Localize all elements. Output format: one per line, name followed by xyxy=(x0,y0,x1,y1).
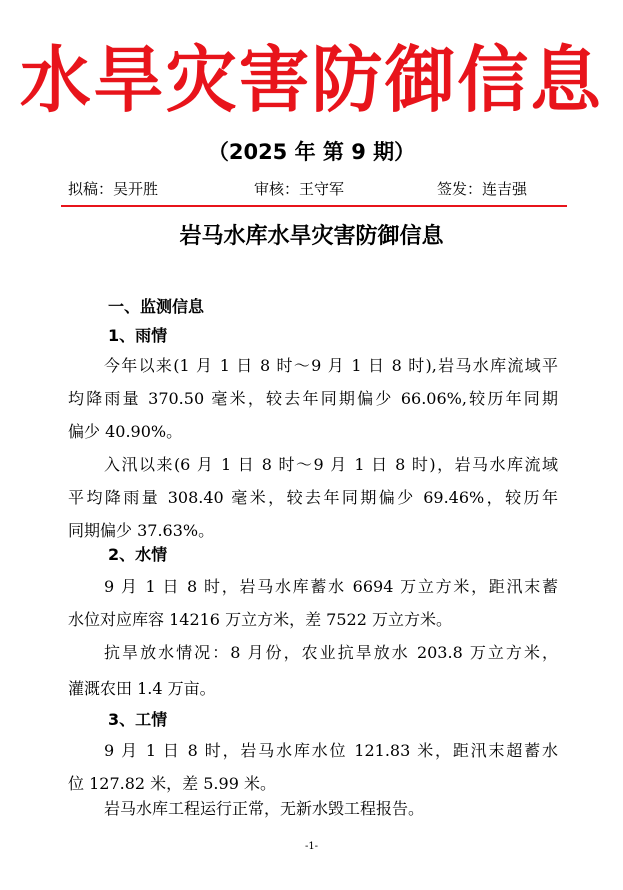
paragraph-line: 9 月 1 日 8 时，岩马水库蓄水 6694 万立方米，距汛末蓄 xyxy=(104,577,558,596)
paragraph-line: 岩马水库工程运行正常，无新水毁工程报告。 xyxy=(104,799,425,818)
reviewer-label: 审核：王守军 xyxy=(254,180,345,198)
paragraph-line: 位 127.82 米，差 5.99 米。 xyxy=(68,774,276,793)
paragraph-line: 平均降雨量 308.40 毫米，较去年同期偏少 69.46%，较历年 xyxy=(68,488,558,507)
paragraph-line: 今年以来(1 月 1 日 8 时～9 月 1 日 8 时),岩马水库流域平 xyxy=(104,356,558,375)
red-divider xyxy=(61,205,567,207)
paragraph-line: 入汛以来(6 月 1 日 8 时～9 月 1 日 8 时)，岩马水库流域 xyxy=(104,455,558,474)
page-number: -1- xyxy=(304,841,319,852)
paragraph-line: 抗旱放水情况：8 月份，农业抗旱放水 203.8 万立方米， xyxy=(104,643,558,662)
water-paragraph-1 xyxy=(68,570,558,636)
paragraph-line: 灌溉农田 1.4 万亩。 xyxy=(68,679,216,698)
water-paragraph-2 xyxy=(68,636,558,705)
subheading-rain: 1、雨情 xyxy=(108,326,168,345)
paragraph-line: 水位对应库容 14216 万立方米，差 7522 万立方米。 xyxy=(68,610,452,629)
paragraph-line: 均降雨量 370.50 毫米，较去年同期偏少 66.06%,较历年同期 xyxy=(68,389,558,408)
issue-number: （2025 年 第 9 期） xyxy=(207,140,416,164)
subheading-works: 3、工情 xyxy=(108,710,168,729)
paragraph-line: 9 月 1 日 8 时，岩马水库水位 121.83 米，距汛末超蓄水 xyxy=(104,741,558,760)
rain-paragraph-1 xyxy=(68,349,558,448)
works-paragraph-1 xyxy=(68,734,558,800)
masthead-title: 水旱灾害防御信息 xyxy=(19,38,604,122)
issuer-label: 签发：连吉强 xyxy=(437,180,528,198)
rain-paragraph-2 xyxy=(68,448,558,547)
signers-row xyxy=(0,177,623,201)
subheading-water: 2、水情 xyxy=(108,545,168,564)
document-title: 岩马水库水旱灾害防御信息 xyxy=(179,224,444,249)
paragraph-line: 同期偏少 37.63%。 xyxy=(68,521,215,540)
section-heading-monitoring: 一、监测信息 xyxy=(108,297,205,316)
drafter-label: 拟稿：吴开胜 xyxy=(68,180,159,198)
paragraph-line: 偏少 40.90%。 xyxy=(68,422,183,441)
works-paragraph-2 xyxy=(68,792,558,825)
